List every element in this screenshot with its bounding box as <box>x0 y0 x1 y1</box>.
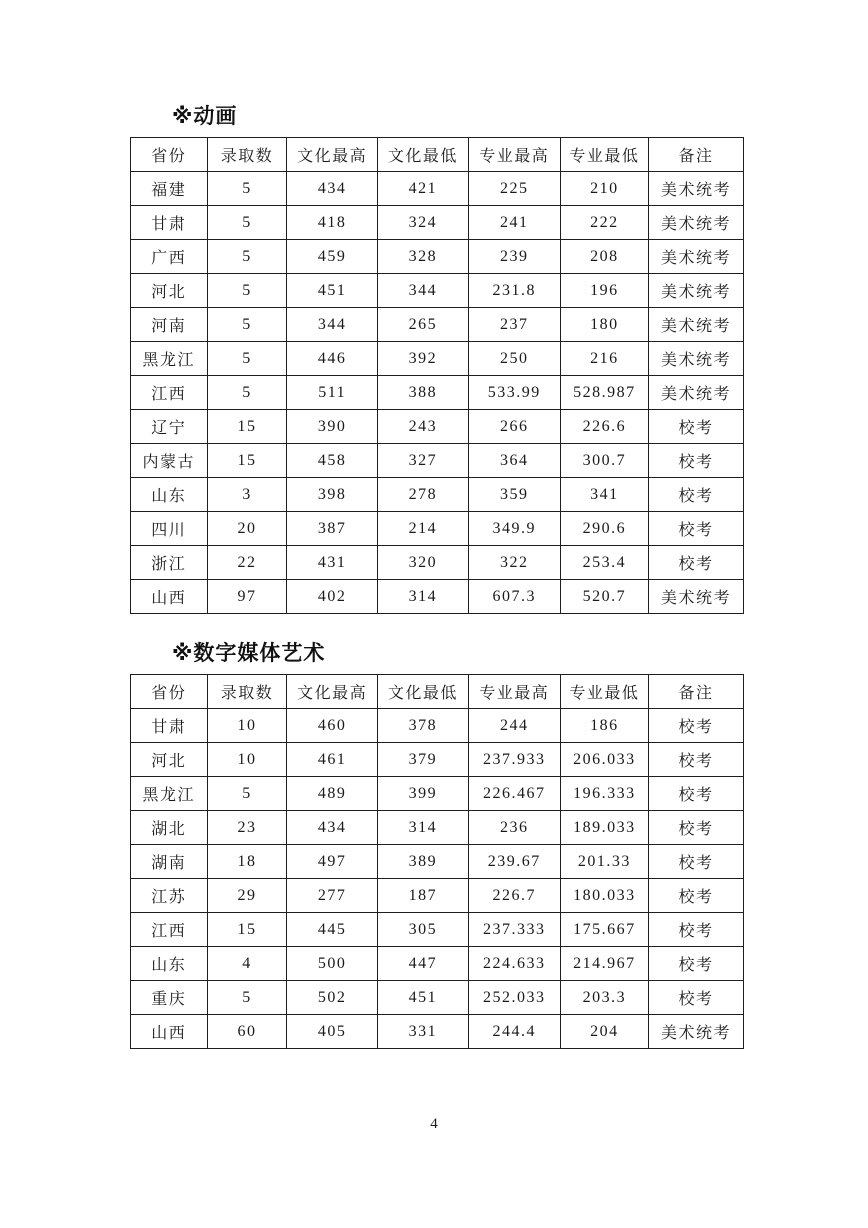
table-cell: 328 <box>378 240 469 274</box>
table-cell: 校考 <box>648 546 743 580</box>
table-cell: 252.033 <box>468 981 560 1015</box>
table-cell: 175.667 <box>560 913 648 947</box>
province-cell: 福建 <box>131 172 208 206</box>
table-cell: 278 <box>378 478 469 512</box>
table-row <box>131 410 744 444</box>
table-cell: 18 <box>207 845 287 879</box>
table-cell: 美术统考 <box>648 580 743 614</box>
table-cell: 502 <box>287 981 378 1015</box>
table-cell: 528.987 <box>560 376 648 410</box>
table-cell: 398 <box>287 478 378 512</box>
header-cell: 文化最高 <box>287 138 378 172</box>
table-cell: 244.4 <box>468 1015 560 1049</box>
table-cell: 216 <box>560 342 648 376</box>
table-cell: 214 <box>378 512 469 546</box>
table-cell: 237.933 <box>468 743 560 777</box>
table-cell: 校考 <box>648 913 743 947</box>
header-cell: 备注 <box>648 138 743 172</box>
table-cell: 349.9 <box>468 512 560 546</box>
table-cell: 224.633 <box>468 947 560 981</box>
table-cell: 379 <box>378 743 469 777</box>
header-cell: 录取数 <box>207 675 287 709</box>
table-cell: 250 <box>468 342 560 376</box>
province-cell: 河北 <box>131 274 208 308</box>
province-cell: 河南 <box>131 308 208 342</box>
table-row <box>131 444 744 478</box>
table-cell: 3 <box>207 478 287 512</box>
table-row <box>131 172 744 206</box>
table-cell: 459 <box>287 240 378 274</box>
table-cell: 324 <box>378 206 469 240</box>
table-cell: 266 <box>468 410 560 444</box>
table-cell: 607.3 <box>468 580 560 614</box>
table-cell: 389 <box>378 845 469 879</box>
table-cell: 校考 <box>648 947 743 981</box>
table-cell: 203.3 <box>560 981 648 1015</box>
table-cell: 15 <box>207 444 287 478</box>
table-cell: 461 <box>287 743 378 777</box>
table-cell: 239 <box>468 240 560 274</box>
table-cell: 237.333 <box>468 913 560 947</box>
table-row <box>131 845 744 879</box>
province-cell: 湖南 <box>131 845 208 879</box>
table-cell: 97 <box>207 580 287 614</box>
table-row <box>131 478 744 512</box>
table-row <box>131 376 744 410</box>
table-cell: 校考 <box>648 709 743 743</box>
table-cell: 244 <box>468 709 560 743</box>
table-row <box>131 777 744 811</box>
table-cell: 305 <box>378 913 469 947</box>
table-cell: 15 <box>207 410 287 444</box>
page-number: 4 <box>430 1116 438 1132</box>
header-cell: 省份 <box>131 138 208 172</box>
table-cell: 387 <box>287 512 378 546</box>
province-cell: 山西 <box>131 1015 208 1049</box>
table-cell: 300.7 <box>560 444 648 478</box>
table-cell: 29 <box>207 879 287 913</box>
table-cell: 226.467 <box>468 777 560 811</box>
table-cell: 458 <box>287 444 378 478</box>
table-cell: 196.333 <box>560 777 648 811</box>
table-cell: 239.67 <box>468 845 560 879</box>
table-row <box>131 743 744 777</box>
table-cell: 331 <box>378 1015 469 1049</box>
header-cell: 备注 <box>648 675 743 709</box>
table-cell: 10 <box>207 743 287 777</box>
table-cell: 5 <box>207 206 287 240</box>
table-cell: 225 <box>468 172 560 206</box>
table-row <box>131 947 744 981</box>
table-cell: 431 <box>287 546 378 580</box>
table-row <box>131 913 744 947</box>
table-cell: 341 <box>560 478 648 512</box>
table-cell: 451 <box>287 274 378 308</box>
province-cell: 黑龙江 <box>131 342 208 376</box>
table-cell: 美术统考 <box>648 342 743 376</box>
table-cell: 4 <box>207 947 287 981</box>
province-cell: 辽宁 <box>131 410 208 444</box>
table-cell: 60 <box>207 1015 287 1049</box>
content <box>130 104 744 1049</box>
province-cell: 黑龙江 <box>131 777 208 811</box>
table-row <box>131 1015 744 1049</box>
table-row <box>131 580 744 614</box>
table-cell: 美术统考 <box>648 172 743 206</box>
province-cell: 浙江 <box>131 546 208 580</box>
province-cell: 甘肃 <box>131 206 208 240</box>
header-cell: 专业最低 <box>560 675 648 709</box>
province-cell: 山东 <box>131 478 208 512</box>
table-cell: 校考 <box>648 410 743 444</box>
table-cell: 533.99 <box>468 376 560 410</box>
table-title: ※数字媒体艺术 <box>172 642 326 665</box>
table-cell: 20 <box>207 512 287 546</box>
table-cell: 511 <box>287 376 378 410</box>
table-cell: 189.033 <box>560 811 648 845</box>
table-row <box>131 308 744 342</box>
table-cell: 5 <box>207 981 287 1015</box>
table-cell: 15 <box>207 913 287 947</box>
table-cell: 460 <box>287 709 378 743</box>
table-row <box>131 206 744 240</box>
table-cell: 10 <box>207 709 287 743</box>
table-cell: 187 <box>378 879 469 913</box>
table-cell: 378 <box>378 709 469 743</box>
province-cell: 湖北 <box>131 811 208 845</box>
table-cell: 美术统考 <box>648 376 743 410</box>
table-cell: 226.7 <box>468 879 560 913</box>
header-cell: 专业最高 <box>468 138 560 172</box>
province-cell: 江西 <box>131 913 208 947</box>
table-row <box>131 240 744 274</box>
table-cell: 320 <box>378 546 469 580</box>
table-cell: 344 <box>378 274 469 308</box>
table-cell: 446 <box>287 342 378 376</box>
table-cell: 206.033 <box>560 743 648 777</box>
province-cell: 四川 <box>131 512 208 546</box>
table-cell: 5 <box>207 308 287 342</box>
table-cell: 327 <box>378 444 469 478</box>
table-cell: 校考 <box>648 811 743 845</box>
table-cell: 222 <box>560 206 648 240</box>
table-cell: 497 <box>287 845 378 879</box>
table-cell: 265 <box>378 308 469 342</box>
table-cell: 421 <box>378 172 469 206</box>
table-cell: 204 <box>560 1015 648 1049</box>
table-cell: 180.033 <box>560 879 648 913</box>
table-row <box>131 709 744 743</box>
province-cell: 河北 <box>131 743 208 777</box>
table-cell: 451 <box>378 981 469 1015</box>
table-cell: 237 <box>468 308 560 342</box>
table-cell: 180 <box>560 308 648 342</box>
province-cell: 重庆 <box>131 981 208 1015</box>
table-cell: 231.8 <box>468 274 560 308</box>
province-cell: 江苏 <box>131 879 208 913</box>
province-cell: 江西 <box>131 376 208 410</box>
header-cell: 录取数 <box>207 138 287 172</box>
table-cell: 253.4 <box>560 546 648 580</box>
table-cell: 434 <box>287 172 378 206</box>
table-cell: 美术统考 <box>648 308 743 342</box>
table-cell: 5 <box>207 342 287 376</box>
province-cell: 广西 <box>131 240 208 274</box>
table-cell: 390 <box>287 410 378 444</box>
table-cell: 359 <box>468 478 560 512</box>
table-cell: 243 <box>378 410 469 444</box>
table-cell: 405 <box>287 1015 378 1049</box>
table-row <box>131 274 744 308</box>
table-cell: 500 <box>287 947 378 981</box>
header-cell: 专业最高 <box>468 675 560 709</box>
province-cell: 山东 <box>131 947 208 981</box>
table-cell: 5 <box>207 240 287 274</box>
header-cell: 省份 <box>131 675 208 709</box>
table-cell: 290.6 <box>560 512 648 546</box>
table-cell: 364 <box>468 444 560 478</box>
table-cell: 22 <box>207 546 287 580</box>
province-cell: 内蒙古 <box>131 444 208 478</box>
table-cell: 489 <box>287 777 378 811</box>
table-cell: 236 <box>468 811 560 845</box>
table-cell: 445 <box>287 913 378 947</box>
header-cell: 文化最低 <box>378 675 469 709</box>
header-row <box>131 138 744 172</box>
table-row <box>131 879 744 913</box>
table-cell: 186 <box>560 709 648 743</box>
table-cell: 校考 <box>648 879 743 913</box>
table-cell: 校考 <box>648 512 743 546</box>
table-cell: 399 <box>378 777 469 811</box>
table-cell: 520.7 <box>560 580 648 614</box>
table-row <box>131 546 744 580</box>
table-section <box>130 641 744 1049</box>
table-cell: 5 <box>207 777 287 811</box>
header-row <box>131 675 744 709</box>
table-cell: 402 <box>287 580 378 614</box>
header-cell: 专业最低 <box>560 138 648 172</box>
table-cell: 校考 <box>648 743 743 777</box>
table-section <box>130 104 744 614</box>
table-cell: 226.6 <box>560 410 648 444</box>
table-cell: 241 <box>468 206 560 240</box>
table-cell: 23 <box>207 811 287 845</box>
table-cell: 434 <box>287 811 378 845</box>
score-table <box>130 137 744 614</box>
table-cell: 201.33 <box>560 845 648 879</box>
table-cell: 5 <box>207 274 287 308</box>
table-cell: 447 <box>378 947 469 981</box>
table-cell: 校考 <box>648 845 743 879</box>
table-cell: 校考 <box>648 981 743 1015</box>
province-cell: 甘肃 <box>131 709 208 743</box>
table-cell: 314 <box>378 580 469 614</box>
table-cell: 392 <box>378 342 469 376</box>
table-row <box>131 342 744 376</box>
table-cell: 314 <box>378 811 469 845</box>
table-cell: 校考 <box>648 478 743 512</box>
table-cell: 208 <box>560 240 648 274</box>
table-cell: 校考 <box>648 777 743 811</box>
table-cell: 277 <box>287 879 378 913</box>
table-cell: 196 <box>560 274 648 308</box>
table-cell: 418 <box>287 206 378 240</box>
table-cell: 5 <box>207 376 287 410</box>
table-cell: 344 <box>287 308 378 342</box>
score-table <box>130 674 744 1049</box>
table-cell: 388 <box>378 376 469 410</box>
header-cell: 文化最低 <box>378 138 469 172</box>
table-row <box>131 512 744 546</box>
table-cell: 美术统考 <box>648 1015 743 1049</box>
table-title: ※动画 <box>172 105 238 128</box>
table-cell: 校考 <box>648 444 743 478</box>
table-cell: 210 <box>560 172 648 206</box>
table-cell: 美术统考 <box>648 274 743 308</box>
table-row <box>131 811 744 845</box>
header-cell: 文化最高 <box>287 675 378 709</box>
table-cell: 美术统考 <box>648 206 743 240</box>
table-cell: 美术统考 <box>648 240 743 274</box>
table-cell: 214.967 <box>560 947 648 981</box>
table-row <box>131 981 744 1015</box>
province-cell: 山西 <box>131 580 208 614</box>
table-cell: 322 <box>468 546 560 580</box>
table-cell: 5 <box>207 172 287 206</box>
